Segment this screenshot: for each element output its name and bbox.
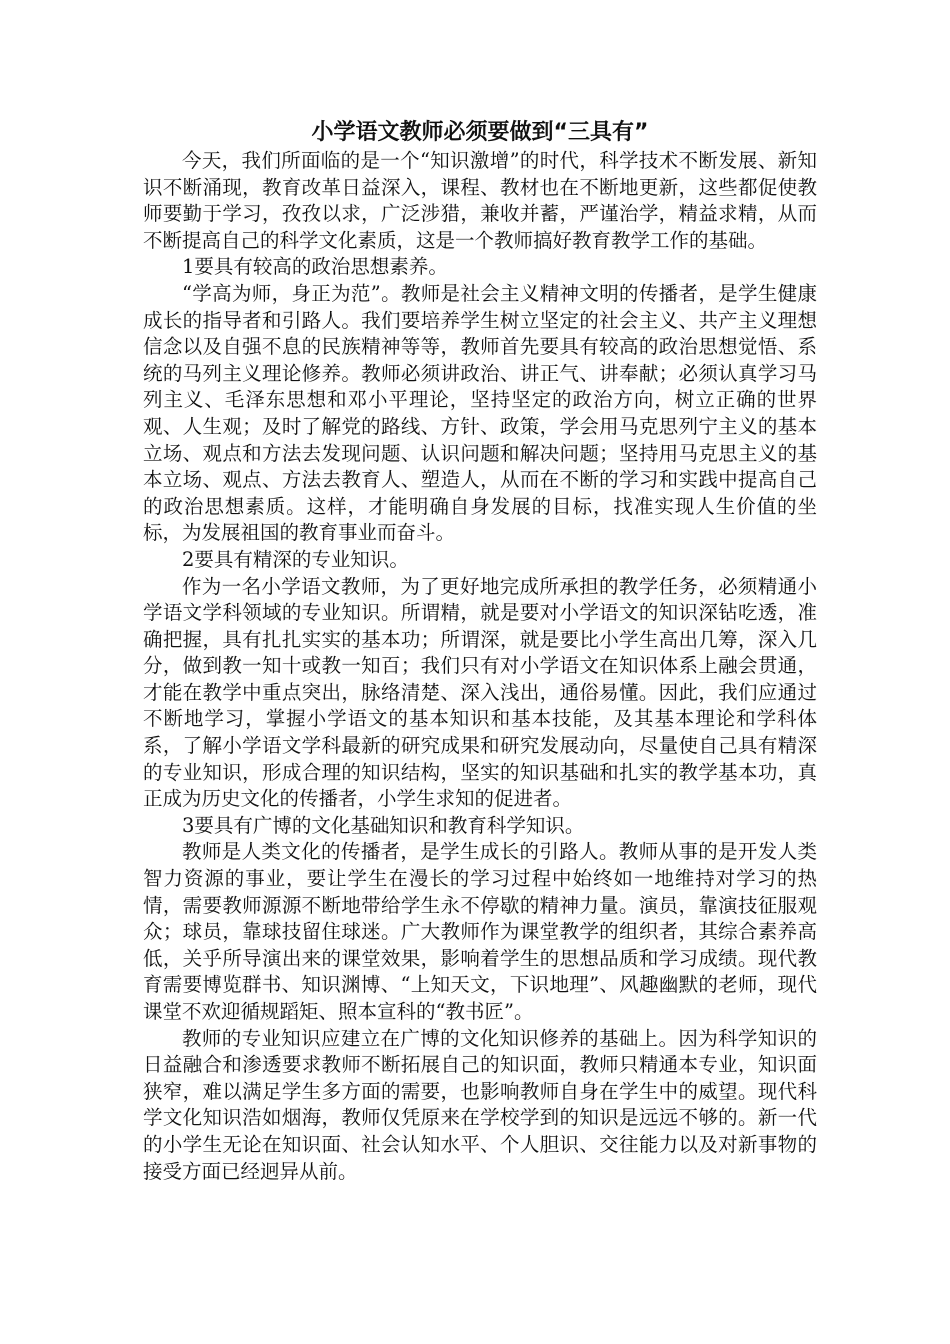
section-heading-3: 3要具有广博的文化基础知识和教育科学知识。	[182, 813, 585, 837]
document-title: 小学语文教师必须要做到“三具有”	[311, 120, 649, 145]
paragraph-political: “学高为师，身正为范”。教师是社会主义精神文明的传播者，是学生健康成长的指导者和引路人。我们要培养学生树立坚定的社会主义、共产主义理想信念以及自强不息的民族精神等等，教师首先要具有较高的政治思想觉悟、系统的马列主义理论修养。教师必须讲政治、讲正气、讲奉献；必须认真学习马列主义、毛泽东思想和邓小平理论，坚持坚定的政治方向，树立正确的世界观、人生观；及时了解党的路线、方针、政策，学会用马克思列宁主义的基本立场、观点和方法去发现问题、认识问题和解决问题；坚持用马克思主义的基本立场、观点、方法去教育人、塑造人，从而在不断的学习和实践中提高自己的政治思想素质。这样，才能明确自身发展的目标，找准实现人生价值的坐标，为发展祖国的教育事业而奋斗。	[143, 281, 817, 545]
paragraph-intro: 今天，我们所面临的是一个“知识激增”的时代，科学技术不断发展、新知识不断涌现，教育改革日益深入，课程、教材也在不断地更新，这些都促使教师要勤于学习，孜孜以求，广泛涉猎，兼收并蓄，严谨治学，精益求精，从而不断提高自己的科学文化素质，这是一个教师搞好教育教学工作的基础。	[143, 149, 817, 252]
section-heading-1: 1要具有较高的政治思想素养。	[182, 255, 448, 279]
document-body	[143, 118, 817, 1185]
paragraph-culture-1: 教师是人类文化的传播者，是学生成长的引路人。教师从事的是开发人类智力资源的事业，要让学生在漫长的学习过程中始终如一地维持对学习的热情，需要教师源源不断地带给学生永不停歇的精神力量。演员，靠演技征服观众；球员，靠球技留住球迷。广大教师作为课堂教学的组织者，其综合素养高低，关乎所导演出来的课堂效果，影响着学生的思想品质和学习成绩。现代教育需要博览群书、知识渊博、“上知天文，下识地理”、风趣幽默的老师，现代课堂不欢迎循规蹈矩、照本宣科的“教书匠”。	[143, 840, 817, 1023]
paragraph-culture-2: 教师的专业知识应建立在广博的文化知识修养的基础上。因为科学知识的日益融合和渗透要求教师不断拓展自己的知识面，教师只精通本专业，知识面狭窄，难以满足学生多方面的需要，也影响教师自身在学生中的威望。现代科学文化知识浩如烟海，教师仅凭原来在学校学到的知识是远远不够的。新一代的小学生无论在知识面、社会认知水平、个人胆识、交往能力以及对新事物的接受方面已经迥异从前。	[143, 1026, 817, 1183]
paragraph-professional: 作为一名小学语文教师，为了更好地完成所承担的教学任务，必须精通小学语文学科领域的专业知识。所谓精，就是要对小学语文的知识深钻吃透，准确把握，具有扎扎实实的基本功；所谓深，就是要比小学生高出几筹，深入几分，做到教一知十或教一知百；我们只有对小学语文在知识体系上融会贯通，才能在教学中重点突出，脉络清楚、深入浅出，通俗易懂。因此，我们应通过不断地学习，掌握小学语文的基本知识和基本技能，及其基本理论和学科体系，了解小学语文学科最新的研究成果和研究发展动向，尽量使自己具有精深的专业知识，形成合理的知识结构，坚实的知识基础和扎实的教学基本功，真正成为历史文化的传播者，小学生求知的促进者。	[143, 574, 817, 811]
paragraph-list	[143, 148, 817, 1185]
section-heading-2: 2要具有精深的专业知识。	[182, 547, 409, 571]
